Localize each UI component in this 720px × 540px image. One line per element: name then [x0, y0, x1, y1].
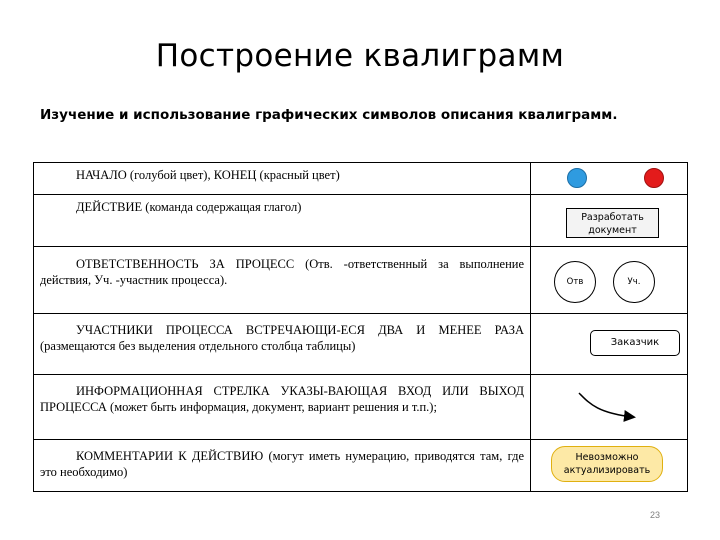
row-description [34, 375, 531, 439]
row-symbol-cell [531, 163, 687, 194]
row-text: УЧАСТНИКИ ПРОЦЕССА ВСТРЕЧАЮЩИ-ЕСЯ ДВА И МЕНЕЕ РАЗА (размещаются без выделения отдельного столбца таблицы) [40, 323, 524, 353]
slide-subtitle: Изучение и использование графических символов описания квалиграмм. [40, 107, 618, 123]
row-text: КОММЕНТАРИИ К ДЕЙСТВИЮ (могут иметь нумерацию, приводятся там, где это необходимо) [40, 449, 524, 479]
row-text: НАЧАЛО (голубой цвет), КОНЕЦ (красный цвет) [76, 168, 340, 182]
end-circle-icon [644, 168, 664, 188]
comment-box: Невозможно актуализировать [551, 446, 663, 482]
row-description [34, 314, 531, 374]
responsible-circle-icon: Отв [554, 261, 596, 303]
row-symbol-cell [531, 247, 687, 313]
table-row-start-end [34, 163, 687, 195]
row-symbol-cell [531, 440, 687, 491]
start-circle-icon [567, 168, 587, 188]
table-row-responsibility [34, 247, 687, 314]
row-symbol-cell [531, 375, 687, 439]
row-text: ИНФОРМАЦИОННАЯ СТРЕЛКА УКАЗЫ-ВАЮЩАЯ ВХОД ИЛИ ВЫХОД ПРОЦЕССА (может быть информация, документ, вариант решения и т.п.); [40, 384, 524, 414]
participant-circle-icon: Уч. [613, 261, 655, 303]
slide-title: Построение квалиграмм [155, 38, 565, 74]
row-text: ДЕЙСТВИЕ (команда содержащая глагол) [76, 200, 302, 214]
table-row-comments [34, 440, 687, 491]
row-description [34, 195, 531, 246]
row-text: ОТВЕТСТВЕННОСТЬ ЗА ПРОЦЕСС (Отв. -ответственный за выполнение действия, Уч. -участник процесса). [40, 257, 524, 287]
info-arrow-icon [531, 375, 687, 440]
table-row-participants [34, 314, 687, 375]
table-row-action [34, 195, 687, 247]
table-row-info-arrow [34, 375, 687, 440]
page-number: 23 [650, 510, 661, 520]
symbols-table [33, 162, 688, 492]
row-description [34, 247, 531, 313]
row-description [34, 440, 531, 491]
participant-box: Заказчик [590, 330, 680, 356]
row-symbol-cell [531, 195, 687, 246]
row-description [34, 163, 531, 194]
action-box: Разработать документ [566, 208, 659, 238]
row-symbol-cell [531, 314, 687, 374]
